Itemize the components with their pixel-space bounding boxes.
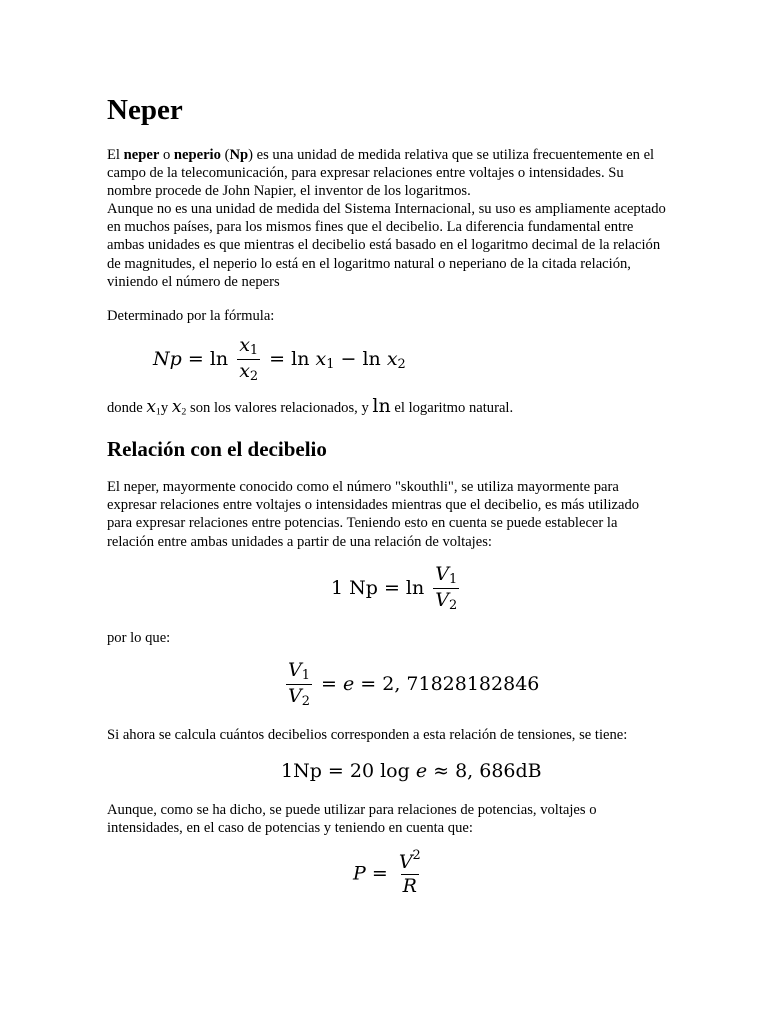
formula-ratio-e xyxy=(283,660,539,710)
formula1-x2-sub: 2 xyxy=(397,357,406,373)
intro-text-c: o xyxy=(159,147,174,163)
formula4-rhs: ≈ 8, 686dB xyxy=(433,760,542,782)
formula3-e: e xyxy=(342,672,355,695)
where-text-d: el logaritmo natural. xyxy=(390,400,514,416)
section2-paragraph-1: El neper, mayormente conocido como el número "skouthli", se utiliza mayormente para expresar relaciones entre voltajes o intensidades mientras que el decibelio, es más utilizado para expresar relaciones entre potencias. Teniendo esto en cuenta se puede establecer la relación entre ambas unidades a partir de una relación de voltajes: xyxy=(107,479,640,550)
formula1-num: x xyxy=(239,334,250,356)
where-text-a: donde xyxy=(107,400,147,416)
formula3-den: V xyxy=(288,685,302,708)
formula3-num: V xyxy=(288,659,302,681)
intro-text-a: El xyxy=(107,147,124,163)
formula3-num-sub: 1 xyxy=(301,668,310,684)
formula2-den: V xyxy=(435,589,450,612)
formula1-equals: = xyxy=(187,347,204,370)
formula1-fraction xyxy=(237,335,260,385)
formula5-fraction xyxy=(397,847,423,897)
intro-paragraph-1 xyxy=(107,146,667,201)
formula2-den-sub: 2 xyxy=(449,598,458,614)
formula-1np-ln xyxy=(331,564,462,614)
intro-text-g: ) es una unidad de medida relativa que se utiliza frecuentemente en el campo de la telecomunicación, para expresar relaciones entre voltajes o intensidades. Su nombre procede de John Napier, el inventor de los logaritmos. xyxy=(107,147,655,200)
formula3-equals: = xyxy=(321,672,337,695)
formula-neper-definition xyxy=(153,335,406,385)
formula-np-to-db xyxy=(281,760,542,782)
formula5-lhs: P xyxy=(353,862,366,885)
formula3-den-sub: 2 xyxy=(301,694,310,710)
formula5-equals: = xyxy=(371,862,388,885)
formula2-fraction xyxy=(433,564,459,614)
formula4-lhs: 1Np = 20 log xyxy=(281,760,410,782)
formula2-lhs: 1 Np = ln xyxy=(331,576,425,599)
formula-power xyxy=(353,847,426,897)
formula1-den: x xyxy=(239,360,250,383)
formula1-den-sub: 2 xyxy=(249,369,259,385)
formula-intro-text: Determinado por la fórmula: xyxy=(107,308,275,324)
formula1-num-sub: 1 xyxy=(249,343,259,359)
where-x2-sub: 2 xyxy=(181,406,187,418)
formula1-minus-ln: − ln xyxy=(340,347,381,370)
where-x1: x xyxy=(146,397,156,417)
term-np: Np xyxy=(229,147,249,163)
section2-paragraph-3: Aunque, como se ha dicho, se puede utilizar para relaciones de potencias, voltajes o intensidades, en el caso de potencias y teniendo en cuenta que: xyxy=(107,802,597,837)
section-heading-decibelio: Relación con el decibelio xyxy=(107,437,327,461)
formula5-num-sup: 2 xyxy=(412,847,421,863)
formula3-fraction xyxy=(286,660,312,710)
page-title: Neper xyxy=(107,94,183,126)
formula3-rhs: = 2, 71828182846 xyxy=(360,672,540,695)
formula1-x2: x xyxy=(386,347,398,370)
where-line xyxy=(107,397,667,422)
where-text-c: son los valores relacionados, y xyxy=(186,400,373,416)
formula1-lhs: Np xyxy=(153,347,182,370)
term-neperio: neperio xyxy=(173,147,221,163)
formula1-ln: ln xyxy=(209,347,229,370)
formula5-num: V xyxy=(398,851,413,873)
intro-text-e: ( xyxy=(220,147,230,163)
formula1-rhs-ln: = ln xyxy=(269,347,310,370)
formula2-num-sub: 1 xyxy=(449,572,458,588)
where-ln: ln xyxy=(372,395,391,417)
where-text-b: y xyxy=(160,400,172,416)
term-neper: neper xyxy=(123,147,160,163)
formula4-e: e xyxy=(415,760,428,782)
where-x2: x xyxy=(171,397,182,417)
formula5-den: R xyxy=(402,874,417,897)
section2-paragraph-2: Si ahora se calcula cuántos decibelios corresponden a esta relación de tensiones, se tiene: xyxy=(107,727,628,743)
intro-paragraph-2: Aunque no es una unidad de medida del Sistema Internacional, su uso es ampliamente aceptado en muchos países, para los mismos fines que el decibelio. La diferencia fundamental entre ambas unidades es que mientras el decibelio está basado en el logaritmo decimal de la relación de magnitudes, el neperio lo está en el logaritmo natural o neperiano de la citada relación, viniendo el número de nepers xyxy=(107,201,666,290)
por-lo-que-text: por lo que: xyxy=(107,630,171,646)
formula1-x1: x xyxy=(315,347,327,370)
where-x1-sub: 1 xyxy=(155,406,161,418)
formula2-num: V xyxy=(435,563,450,585)
formula1-x1-sub: 1 xyxy=(326,357,335,373)
